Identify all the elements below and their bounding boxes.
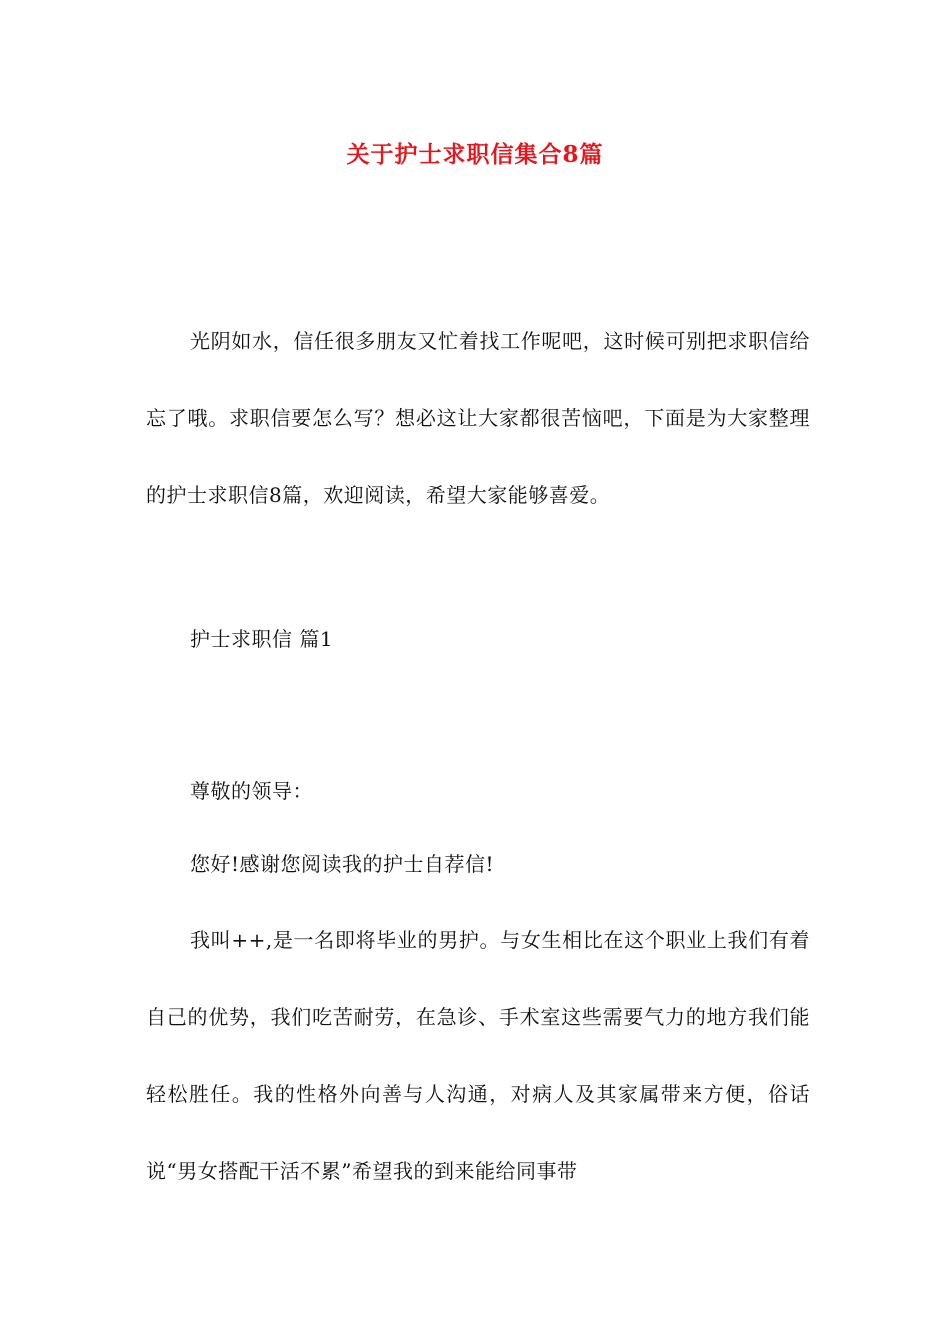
document-title: 关于护士求职信集合8篇: [346, 141, 604, 168]
body-paragraph: 我叫++,是一名即将毕业的男护。与女生相比在这个职业上我们有着自己的优势，我们吃苦耐劳，在急诊、手术室这些需要气力的地方我们能轻松胜任。我的性格外向善与人沟通，对病人及其家属带来方便，俗话说“男女搭配干活不累”希望我的到来能给同事带: [146, 928, 810, 1183]
greeting-line: 您好!感谢您阅读我的护士自荐信!: [190, 852, 495, 876]
salutation: 尊敬的领导：: [190, 779, 313, 803]
section-heading: 护士求职信 篇1: [190, 627, 334, 651]
intro-paragraph: 光阴如水，信任很多朋友又忙着找工作呢吧，这时候可别把求职信给忘了哦。求职信要怎么写？想必这让大家都很苦恼吧，下面是为大家整理的护士求职信8篇，欢迎阅读，希望大家能够喜爱。: [146, 329, 810, 507]
